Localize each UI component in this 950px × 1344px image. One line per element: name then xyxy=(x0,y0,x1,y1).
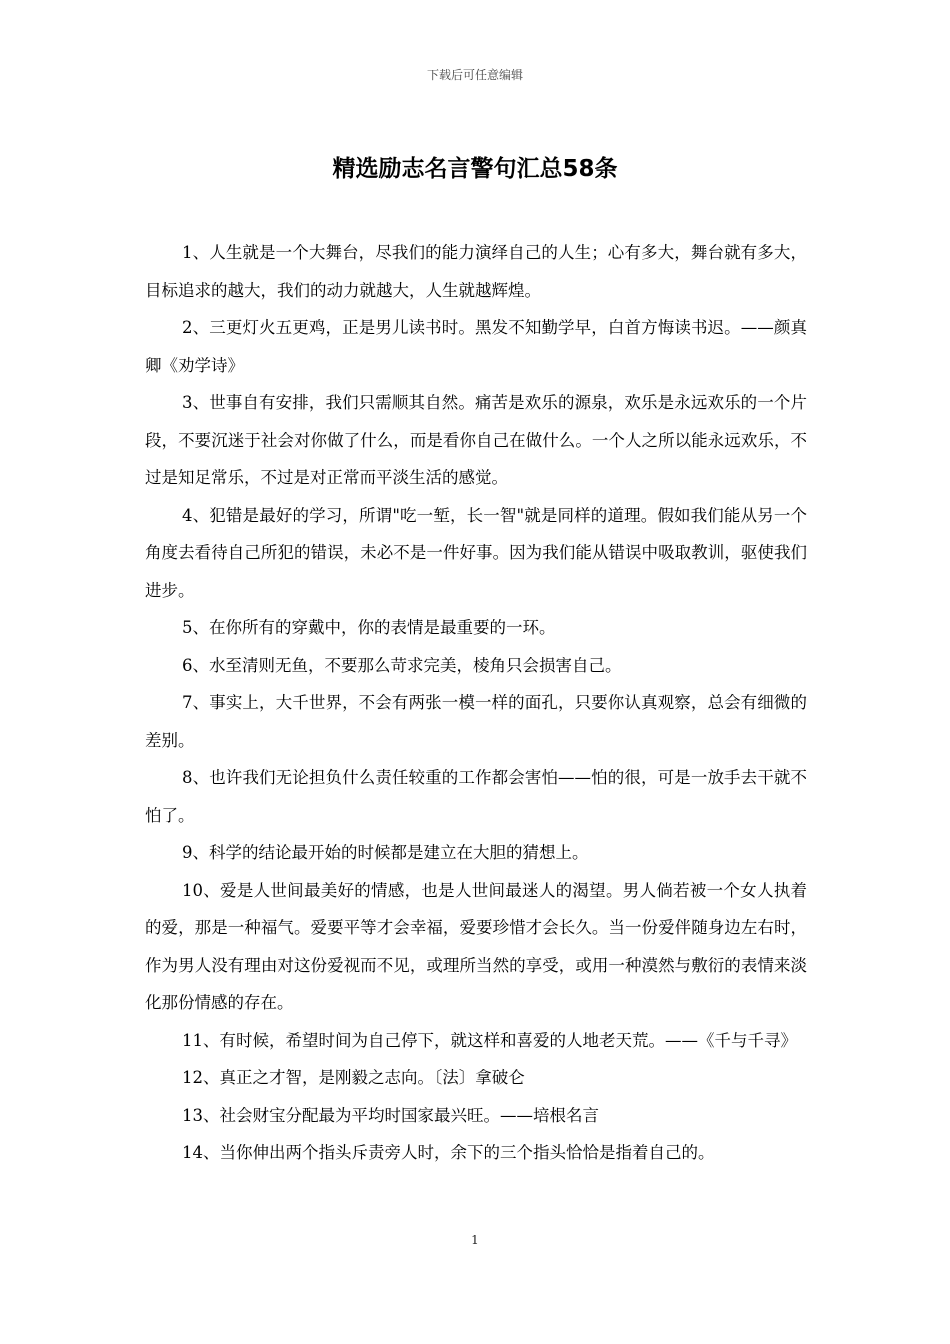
page-header: 下载后可任意编辑 xyxy=(426,68,523,82)
page-number: 1 xyxy=(471,1233,479,1247)
document-title: 精选励志名言警句汇总58条 xyxy=(332,156,618,182)
quote-paragraph-12: 12、真正之才智，是刚毅之志向。〔法〕拿破仑 xyxy=(182,1068,525,1087)
document-body xyxy=(145,234,807,1172)
quote-paragraph-3: 3、世事自有安排，我们只需顺其自然。痛苦是欢乐的源泉，欢乐是永远欢乐的一个片段，不要沉迷于社会对你做了什么，而是看你自己在做什么。一个人之所以能永远欢乐，不过是知足常乐，不过是对正常而平淡生活的感觉。 xyxy=(145,393,807,487)
quote-paragraph-9: 9、科学的结论最开始的时候都是建立在大胆的猜想上。 xyxy=(182,843,589,862)
quote-paragraph-10: 10、爱是人世间最美好的情感，也是人世间最迷人的渴望。男人倘若被一个女人执着的爱，那是一种福气。爱要平等才会幸福，爱要珍惜才会长久。当一份爱伴随身边左右时，作为男人没有理由对这份爱视而不见，或理所当然的享受，或用一种漠然与敷衍的表情来淡化那份情感的存在。 xyxy=(145,880,807,1012)
quote-paragraph-7: 7、事实上，大千世界，不会有两张一模一样的面孔，只要你认真观察，总会有细微的差别。 xyxy=(145,693,807,750)
quote-paragraph-8: 8、也许我们无论担负什么责任较重的工作都会害怕——怕的很，可是一放手去干就不怕了。 xyxy=(145,768,807,825)
quote-paragraph-5: 5、在你所有的穿戴中，你的表情是最重要的一环。 xyxy=(182,618,556,637)
quote-paragraph-14: 14、当你伸出两个指头斥责旁人时，余下的三个指头恰恰是指着自己的。 xyxy=(182,1143,715,1162)
quote-paragraph-11: 11、有时候，希望时间为自己停下，就这样和喜爱的人地老天荒。——《千与千寻》 xyxy=(182,1030,797,1050)
quote-paragraph-4: 4、犯错是最好的学习，所谓"吃一堑，长一智"就是同样的道理。假如我们能从另一个角度去看待自己所犯的错误，未必不是一件好事。因为我们能从错误中吸取教训，驱使我们进步。 xyxy=(145,505,807,600)
quote-paragraph-2: 2、三更灯火五更鸡，正是男儿读书时。黑发不知勤学早，白首方悔读书迟。——颜真卿《劝学诗》 xyxy=(145,318,807,375)
quote-paragraph-13: 13、社会财宝分配最为平均时国家最兴旺。——培根名言 xyxy=(182,1105,599,1125)
quote-paragraph-1: 1、人生就是一个大舞台，尽我们的能力演绎自己的人生；心有多大，舞台就有多大，目标追求的越大，我们的动力就越大，人生就越辉煌。 xyxy=(145,243,807,300)
quote-paragraph-6: 6、水至清则无鱼，不要那么苛求完美，棱角只会损害自己。 xyxy=(182,655,622,675)
